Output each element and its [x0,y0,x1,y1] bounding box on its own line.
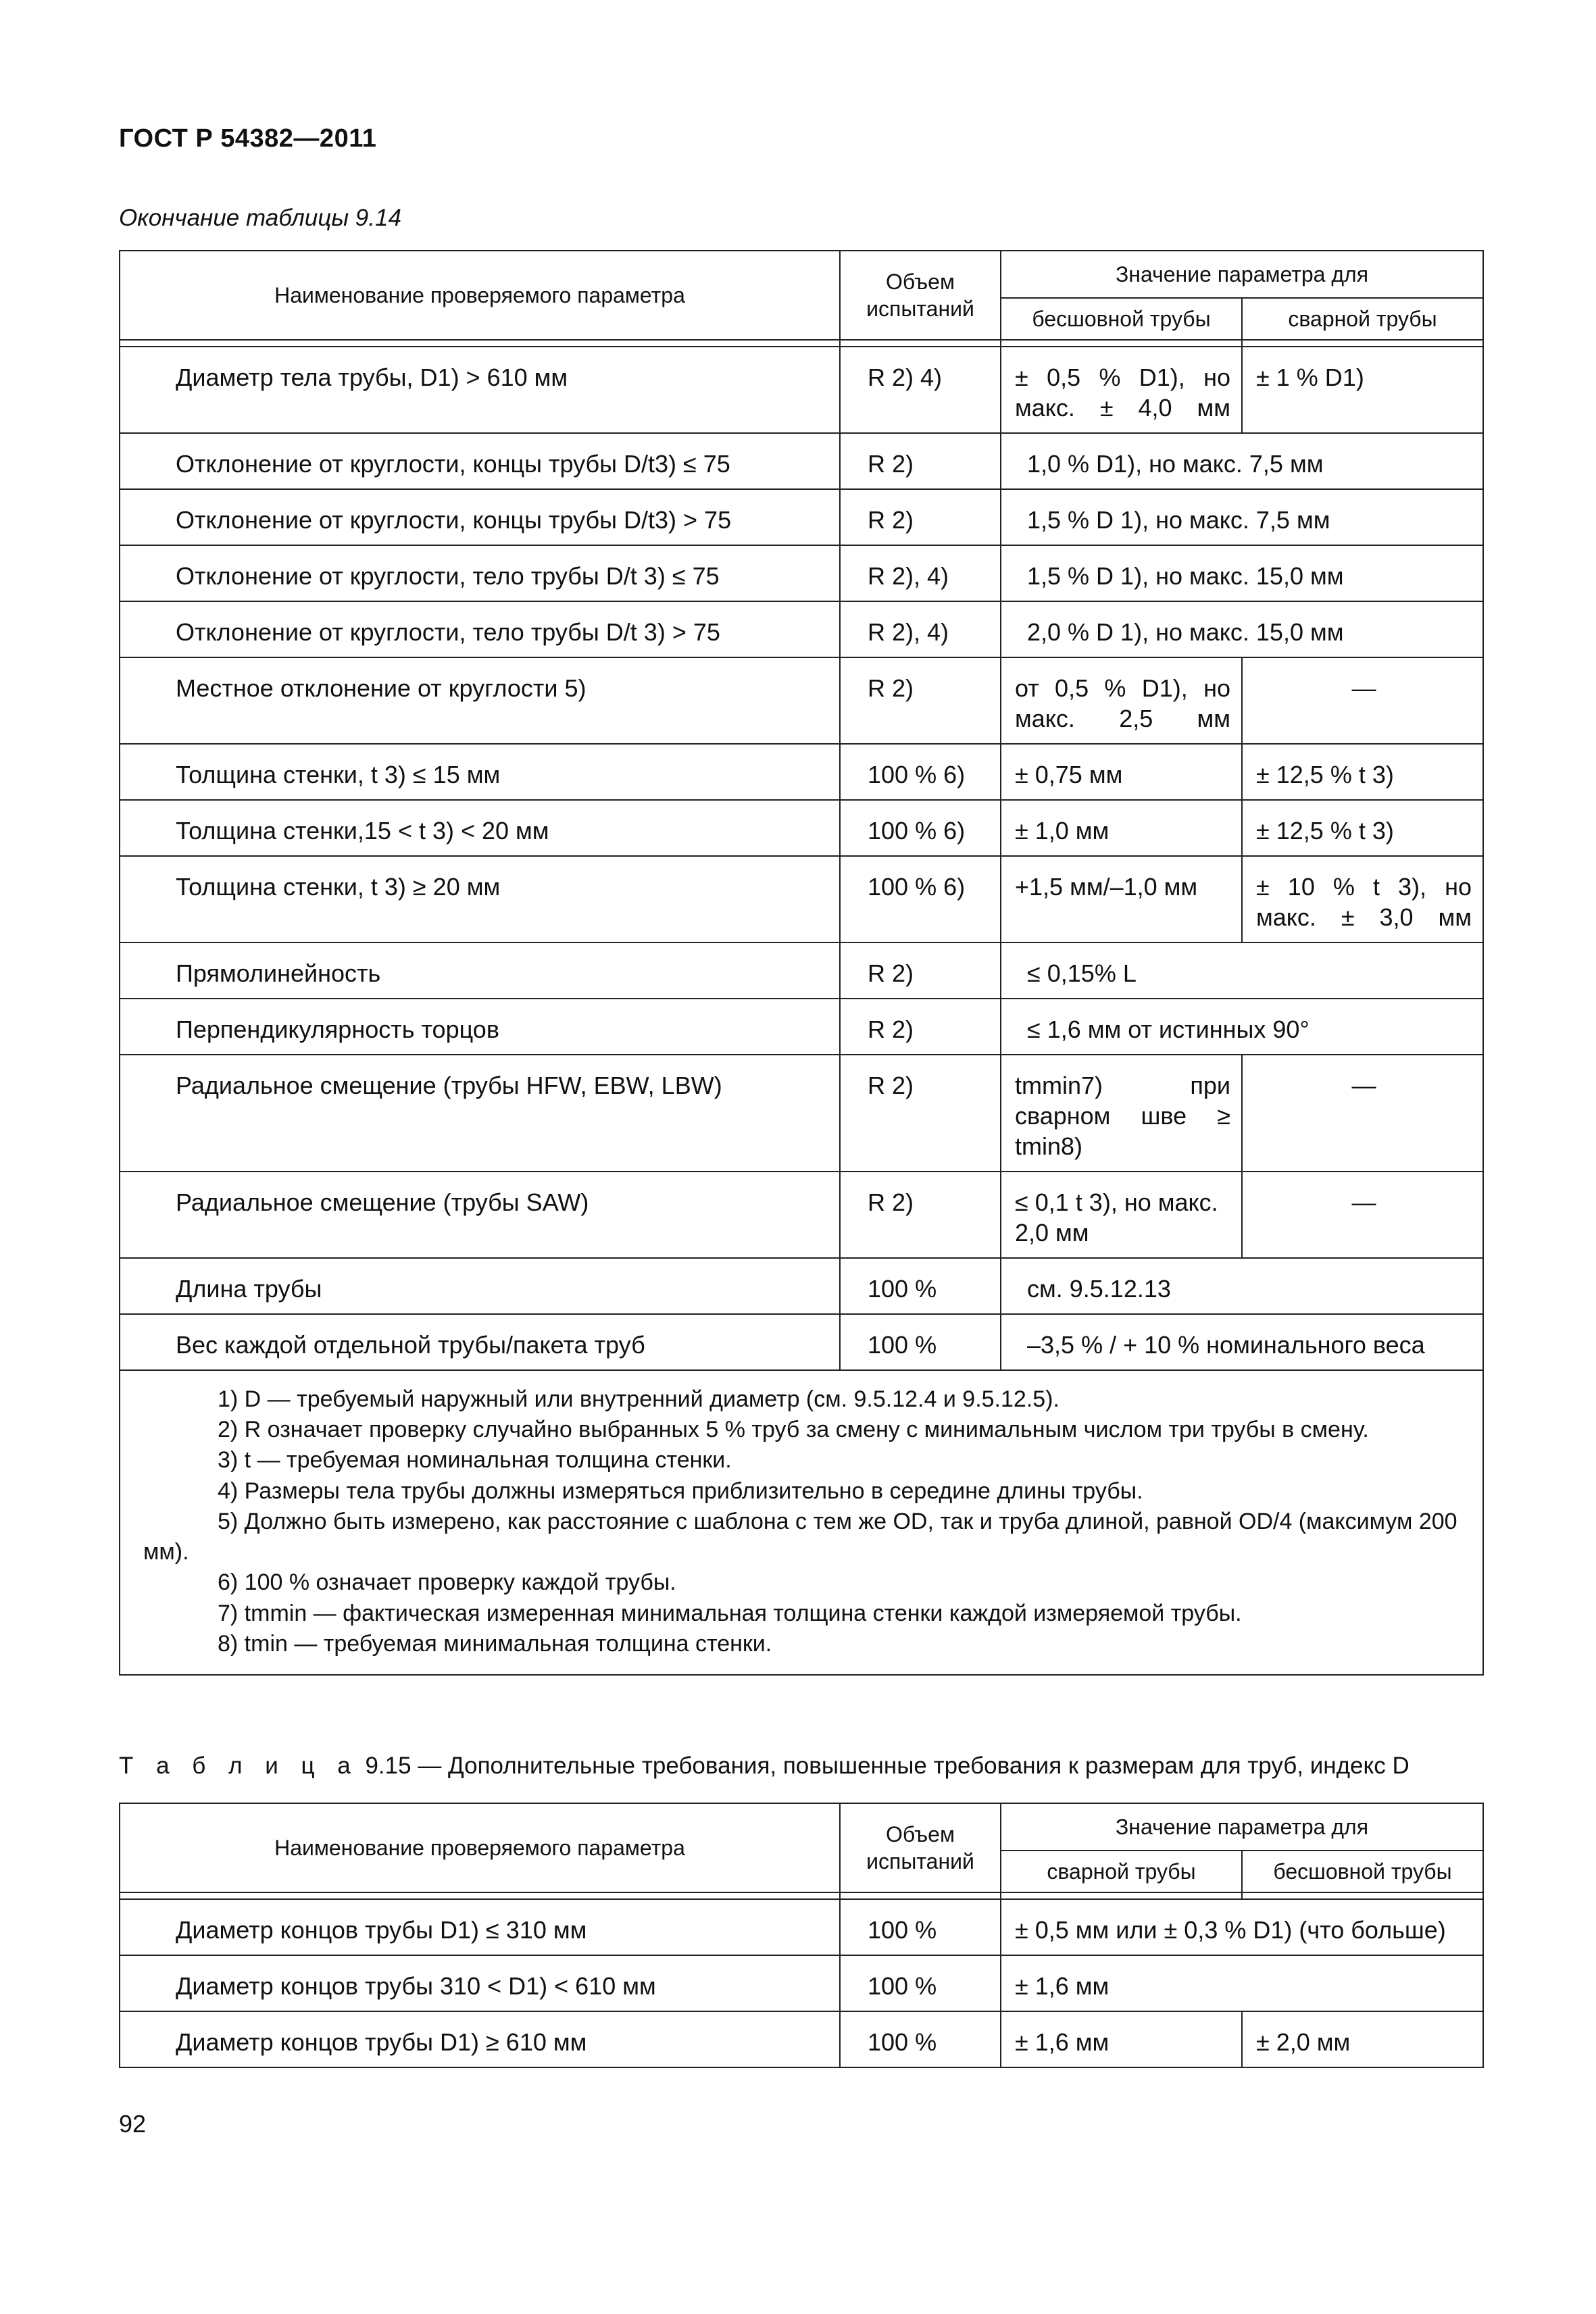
row-value-merged: 1,0 % D1), но макс. 7,5 мм [1001,433,1483,489]
row-value-b: — [1242,657,1483,744]
row-value-merged: см. 9.5.12.13 [1001,1258,1483,1314]
row-value-merged: ≤ 0,15% L [1001,942,1483,999]
row-value-a: tmmin7) при сварном шве ≥ tmin8) [1001,1055,1242,1172]
table-row [120,347,1483,433]
row-value-merged: ≤ 1,6 мм от истинных 90° [1001,999,1483,1055]
row-volume: R 2) 4) [840,347,1001,433]
row-volume: R 2) [840,433,1001,489]
table-row [120,601,1483,657]
row-value-merged: 1,5 % D 1), но макс. 15,0 мм [1001,545,1483,601]
row-volume: 100 % [840,1314,1001,1370]
table-row [120,545,1483,601]
row-value-b: — [1242,1172,1483,1258]
row-param: Прямолинейность [120,942,840,999]
row-value-merged: 1,5 % D 1), но макс. 7,5 мм [1001,489,1483,545]
table-row [120,1314,1483,1370]
row-param: Диаметр концов трубы D1) ≤ 310 мм [120,1899,840,1955]
row-param: Толщина стенки, t 3) ≤ 15 мм [120,744,840,800]
row-param: Диаметр концов трубы D1) ≥ 610 мм [120,2011,840,2067]
table1-footnotes [120,1370,1483,1675]
table-row [120,433,1483,489]
table2-header-gap [120,1892,1483,1899]
standard-title: ГОСТ Р 54382—2011 [119,124,377,153]
table-row [120,744,1483,800]
row-value-a: ± 0,75 мм [1001,744,1242,800]
row-value-b: ± 1 % D1) [1242,347,1483,433]
footnote: 6) 100 % означает проверку каждой трубы. [218,1569,676,1596]
row-param: Толщина стенки, t 3) ≥ 20 мм [120,856,840,942]
table-9-14-continuation [119,250,1484,1676]
row-value-b: — [1242,1055,1483,1172]
row-volume: 100 % [840,1258,1001,1314]
row-value-a: ± 0,5 % D1), но макс. ± 4,0 мм [1001,347,1242,433]
row-volume: 100 % [840,2011,1001,2067]
row-value-merged: –3,5 % / + 10 % номинального веса [1001,1314,1483,1370]
table-row [120,942,1483,999]
table1-header-gap [120,340,1483,347]
row-value-merged: 2,0 % D 1), но макс. 15,0 мм [1001,601,1483,657]
row-param: Вес каждой отдельной трубы/пакета труб [120,1314,840,1370]
table-row [120,657,1483,744]
row-volume: R 2) [840,489,1001,545]
footnote: 5) Должно быть измерено, как расстояние с шаблона с тем же OD, так и труба длиной, равной OD/4 (максимум 200 мм). [143,1508,1457,1565]
row-param: Диаметр концов трубы 310 < D1) < 610 мм [120,1955,840,2011]
footnote: 8) tmin — требуемая минимальная толщина стенки. [218,1630,772,1657]
table2-caption-text: 9.15 — Дополнительные требования, повышенные требования к размерам для труб, индекс D [365,1753,1410,1779]
row-volume: R 2) [840,999,1001,1055]
table2-header-value-group: Значение параметра для [1001,1803,1483,1851]
row-value-a: +1,5 мм/–1,0 мм [1001,856,1242,942]
footnote: 2) R означает проверку случайно выбранных 5 % труб за смену с минимальным числом три трубы в смену. [218,1417,1369,1443]
table-row [120,856,1483,942]
row-param: Толщина стенки,15 < t 3) < 20 мм [120,800,840,856]
table-row [120,2011,1483,2067]
table-row [120,1258,1483,1314]
row-volume: R 2) [840,657,1001,744]
table1-header-parameter: Наименование проверяемого параметра [120,251,840,340]
table2-header-volume: Объем испытаний [840,1803,1001,1892]
table1-header-col-a: бесшовной трубы [1001,298,1242,340]
row-volume: R 2) [840,942,1001,999]
row-param: Отклонение от круглости, концы трубы D/t3) ≤ 75 [120,433,840,489]
table2-header-parameter: Наименование проверяемого параметра [120,1803,840,1892]
row-param: Местное отклонение от круглости 5) [120,657,840,744]
table-row [120,1955,1483,2011]
row-value-a: от 0,5 % D1), но макс. 2,5 мм [1001,657,1242,744]
table1-header-row-1 [120,251,1483,298]
row-param: Перпендикулярность торцов [120,999,840,1055]
footnote: 1) D — требуемый наружный или внутренний диаметр (см. 9.5.12.4 и 9.5.12.5). [218,1386,1059,1412]
row-volume: 100 % 6) [840,744,1001,800]
row-volume: 100 % [840,1955,1001,2011]
table1-header-col-b: сварной трубы [1242,298,1483,340]
table2-header-col-a: сварной трубы [1001,1851,1242,1892]
row-param: Отклонение от круглости, тело трубы D/t 3) ≤ 75 [120,545,840,601]
row-param: Радиальное смещение (трубы HFW, EBW, LBW) [120,1055,840,1172]
row-value-a: ± 1,0 мм [1001,800,1242,856]
row-param: Отклонение от круглости, концы трубы D/t3) > 75 [120,489,840,545]
table2-caption [119,1753,1410,1780]
row-value-a: ≤ 0,1 t 3), но макс. 2,0 мм [1001,1172,1242,1258]
table-9-15 [119,1803,1484,2068]
row-volume: 100 % 6) [840,800,1001,856]
row-volume: R 2), 4) [840,545,1001,601]
footnote: 4) Размеры тела трубы должны измеряться приблизительно в середине длины трубы. [218,1478,1143,1504]
table-row [120,489,1483,545]
footnote: 3) t — требуемая номинальная толщина стенки. [218,1447,732,1474]
row-volume: 100 % 6) [840,856,1001,942]
row-volume: R 2) [840,1055,1001,1172]
row-value-b: ± 12,5 % t 3) [1242,800,1483,856]
row-param: Диаметр тела трубы, D1) > 610 мм [120,347,840,433]
table-row [120,1899,1483,1955]
row-volume: R 2), 4) [840,601,1001,657]
table-row [120,1055,1483,1172]
table1-header-volume: Объем испытаний [840,251,1001,340]
row-value-b: ± 12,5 % t 3) [1242,744,1483,800]
table2-header-col-b: бесшовной трубы [1242,1851,1483,1892]
footnote: 7) tmmin — фактическая измеренная минимальная толщина стенки каждой измеряемой трубы. [218,1600,1242,1626]
row-volume: R 2) [840,1172,1001,1258]
table-row [120,800,1483,856]
table2-caption-label: Т а б л и ц а [119,1753,359,1779]
row-param: Длина трубы [120,1258,840,1314]
row-volume: 100 % [840,1899,1001,1955]
table-row [120,1172,1483,1258]
table1-header-value-group: Значение параметра для [1001,251,1483,298]
row-value-b: ± 2,0 мм [1242,2011,1483,2067]
row-value-merged: ± 0,5 мм или ± 0,3 % D1) (что больше) [1001,1899,1483,1955]
table1-notes-row [120,1370,1483,1675]
row-param: Отклонение от круглости, тело трубы D/t 3) > 75 [120,601,840,657]
table2-header-row-1 [120,1803,1483,1851]
table-row [120,999,1483,1055]
row-value-merged: ± 1,6 мм [1001,1955,1483,2011]
page-number: 92 [119,2110,147,2138]
row-value-a: ± 1,6 мм [1001,2011,1242,2067]
row-value-b: ± 10 % t 3), но макс. ± 3,0 мм [1242,856,1483,942]
row-param: Радиальное смещение (трубы SAW) [120,1172,840,1258]
table1-caption: Окончание таблицы 9.14 [119,205,401,231]
